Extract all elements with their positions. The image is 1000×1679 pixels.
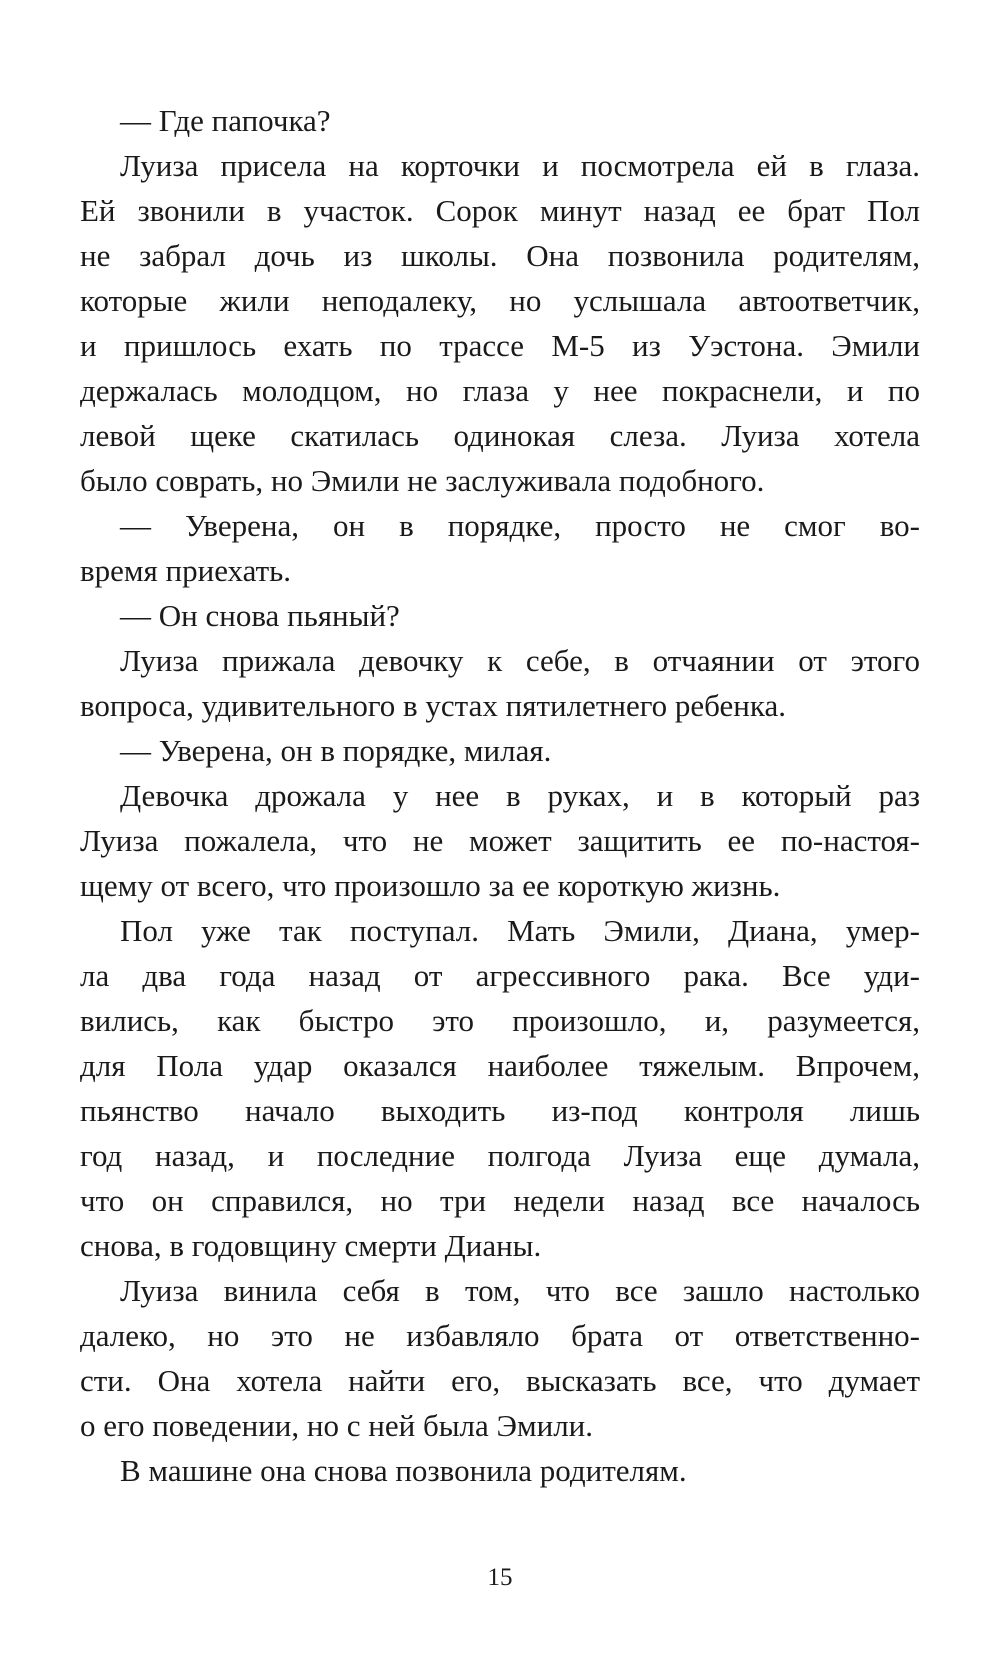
text-line: о его поведении, но с ней была Эмили. [80, 1408, 593, 1443]
text-line: Луиза прижала девочку к себе, в отчаянии от этого [120, 643, 920, 678]
text-line: сти. Она хотела найти его, высказать все, что думает [80, 1363, 920, 1398]
text-line: для Пола удар оказался наиболее тяжелым. Впрочем, [80, 1048, 920, 1083]
text-line: которые жили неподалеку, но услышала автоответчик, [80, 283, 920, 318]
text-line: год назад, и последние полгода Луиза еще думала, [80, 1138, 920, 1173]
text-line: было соврать, но Эмили не заслуживала подобного. [80, 463, 765, 498]
text-line: ла два года назад от агрессивного рака. Все уди- [80, 958, 920, 993]
book-page-text [80, 98, 920, 1493]
text-line: Ей звонили в участок. Сорок минут назад ее брат Пол [80, 193, 920, 228]
text-line: снова, в годовщину смерти Дианы. [80, 1228, 542, 1263]
page-number: 15 [487, 1564, 513, 1591]
text-line: Пол уже так поступал. Мать Эмили, Диана, умер- [120, 913, 920, 948]
text-line: и пришлось ехать по трассе М-5 из Уэстона. Эмили [80, 328, 920, 363]
text-line: — Уверена, он в порядке, милая. [120, 733, 552, 768]
text-line: — Где папочка? [120, 103, 331, 138]
text-line: Девочка дрожала у нее в руках, и в который раз [120, 778, 920, 813]
text-line: — Уверена, он в порядке, просто не смог во- [120, 508, 920, 543]
text-line: не забрал дочь из школы. Она позвонила родителям, [80, 238, 920, 273]
text-line: пьянство начало выходить из-под контроля лишь [80, 1093, 920, 1128]
text-line: Луиза винила себя в том, что все зашло настолько [120, 1273, 920, 1308]
text-line: вопроса, удивительного в устах пятилетнего ребенка. [80, 688, 786, 723]
text-line: В машине она снова позвонила родителям. [120, 1453, 687, 1488]
text-line: что он справился, но три недели назад все началось [80, 1183, 920, 1218]
text-line: Луиза пожалела, что не может защитить ее по-настоя- [80, 823, 920, 858]
text-line: левой щеке скатилась одинокая слеза. Луиза хотела [80, 418, 920, 453]
text-line: щему от всего, что произошло за ее короткую жизнь. [80, 868, 781, 903]
text-line: вились, как быстро это произошло, и, разумеется, [80, 1003, 920, 1038]
text-line: держалась молодцом, но глаза у нее покраснели, и по [80, 373, 920, 408]
text-line: — Он снова пьяный? [120, 598, 400, 633]
text-line: время приехать. [80, 553, 292, 588]
text-line: далеко, но это не избавляло брата от ответственно- [80, 1318, 920, 1353]
text-line: Луиза присела на корточки и посмотрела ей в глаза. [120, 148, 920, 183]
